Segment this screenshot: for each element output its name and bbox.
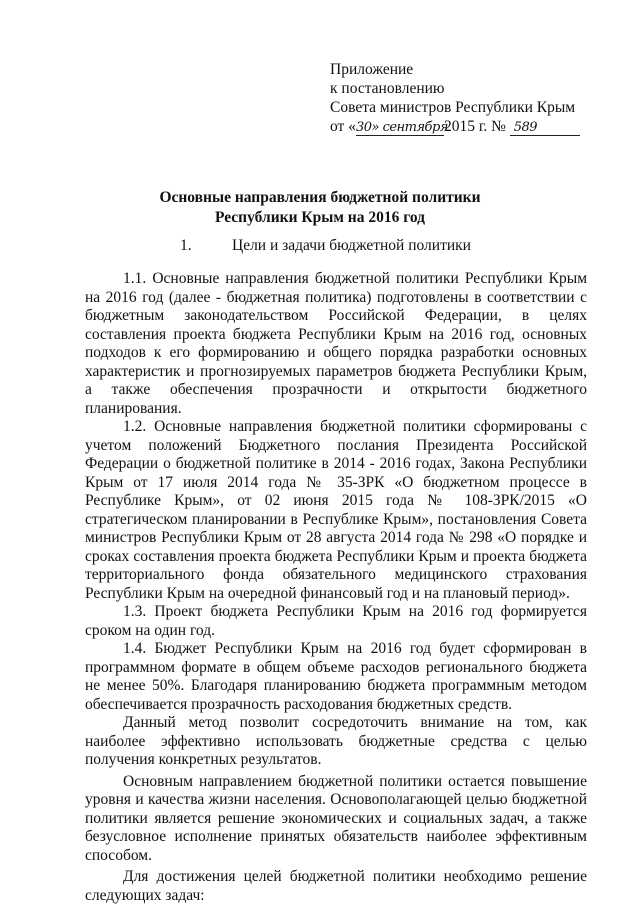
section-title: Цели и задачи бюджетной политики	[232, 237, 471, 254]
paragraph-tasks: Для достижения целей бюджетной политики необходимо решение следующих задач:	[85, 868, 587, 904]
handwritten-date: 30» сентября	[355, 120, 448, 135]
year-text: 2015 г. №	[443, 118, 506, 135]
appendix-line-1: Приложение	[330, 61, 414, 78]
number-field	[510, 117, 580, 137]
paragraph-1-4: 1.4. Бюджет Республики Крым на 2016 год будет сформирован в программном формате в общем объеме расходов регионального бюджета не менее 50%. Благодаря планированию бюджета программным методом обеспечивается прозрачность расходования бюджетных средств.	[85, 640, 587, 713]
appendix-date-line	[330, 117, 630, 137]
paragraph-1-1: 1.1. Основные направления бюджетной политики Республики Крым на 2016 год (далее - бюджетная политика) подготовлены в соответствии с бюджетным законодательством Российской Федерации, в целях составления проекта бюджета Республики Крым на 2016 год, основных подходов к его формированию и общего порядка разработки основных характеристик и прогнозируемых параметров бюджета Республики Крым, а также обеспечения прозрачности и открытости бюджетного планирования.	[85, 270, 587, 417]
paragraph-method: Данный метод позволит сосредоточить внимание на том, как наиболее эффективно использовать бюджетные средства с целью получения конкретных результатов.	[85, 714, 587, 768]
title-line-2: Республики Крым на 2016 год	[214, 209, 426, 226]
section-heading	[180, 236, 471, 256]
date-prefix: от «	[330, 118, 356, 135]
document-title	[0, 188, 640, 228]
section-number: 1.	[180, 237, 192, 254]
paragraph-1-2: 1.2. Основные направления бюджетной политики сформированы с учетом положений Бюджетного послания Президента Российской Федерации о бюджетной политике в 2014 - 2016 годах, Закона Республики Крым от 17 июля 2014 года № 35-ЗРК «О бюджетном процессе в Республике Крым», от 02 июня 2015 года № 108-ЗРК/2015 «О стратегическом планировании в Республике Крым», постановления Совета министров Республики Крым от 28 августа 2014 года № 298 «О порядке и сроках составления проекта бюджета Республики Крым и проекта бюджета территориального фонда обязательного медицинского страхования Республики Крым на очередной финансовый год и на плановый период».	[85, 418, 587, 602]
title-line-1: Основные направления бюджетной политики	[159, 189, 481, 206]
appendix-line-2: к постановлению	[330, 80, 445, 97]
appendix-line-3: Совета министров Республики Крым	[330, 99, 576, 116]
paragraph-1-3: 1.3. Проект бюджета Республики Крым на 2016 год формируется сроком на один год.	[85, 603, 587, 639]
paragraph-main-direction: Основным направлением бюджетной политики остается повышение уровня и качества жизни населения. Основополагающей целью бюджетной политики является решение экономических и социальных задач, а также безусловное исполнение принятых обязательств наиболее эффективным способом.	[85, 772, 587, 864]
date-field	[355, 117, 448, 137]
handwritten-number: 589	[513, 120, 538, 135]
document-body	[85, 270, 587, 905]
appendix-block	[330, 60, 630, 137]
